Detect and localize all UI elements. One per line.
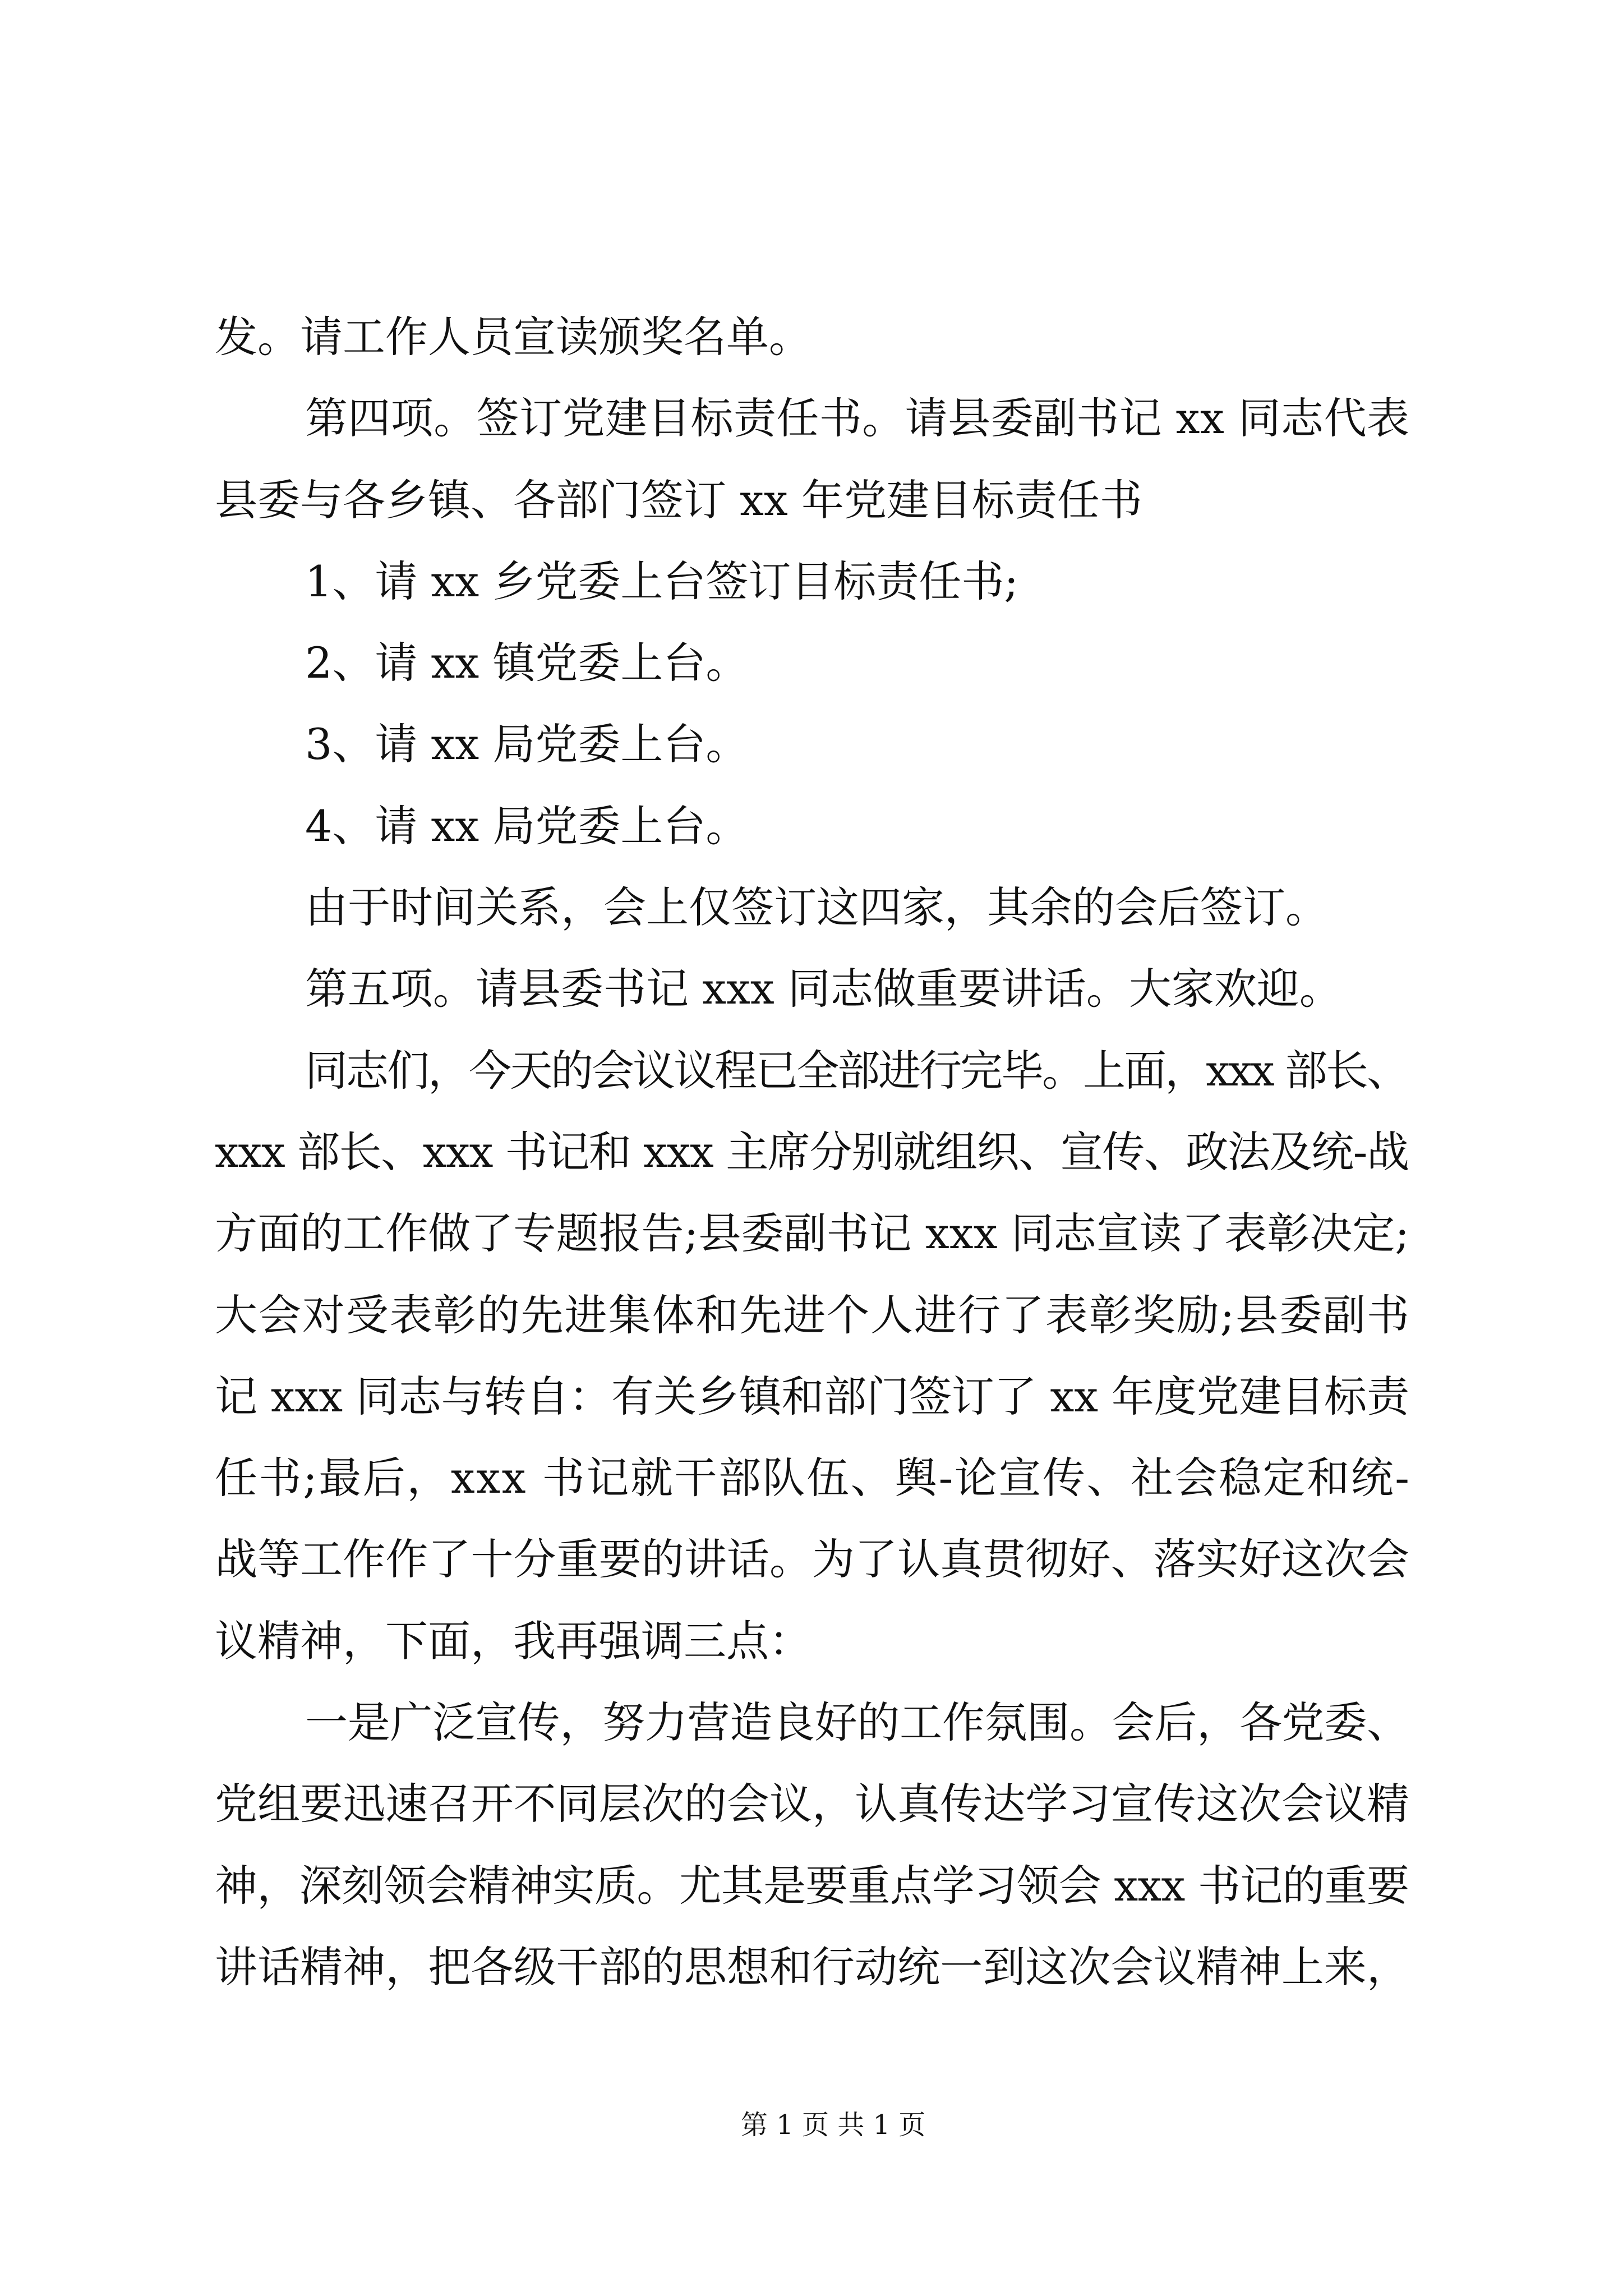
line-text: 战等工作作了十分重要的讲话。为了认真贯彻好、落实好这次会 [215, 1534, 1410, 1585]
line-text: 大会对受表彰的先进集体和先进个人进行了表彰奖励;县委副书 [215, 1290, 1410, 1340]
line-text: 任书;最后，xxx 书记就干部队伍、舆-论宣传、社会稳定和统- [215, 1453, 1411, 1503]
paragraph [215, 867, 1409, 948]
line-text: 一是广泛宣传，努力营造良好的工作氛围。会后，各党委、 [305, 1697, 1409, 1748]
text-line [215, 1926, 1409, 2008]
text-line [215, 1274, 1409, 1356]
paragraph [215, 1030, 1409, 1682]
text-line [215, 1682, 1409, 1763]
paragraph [215, 378, 1409, 541]
text-line [215, 1356, 1409, 1437]
line-text: 县委与各乡镇、各部门签订 xx 年党建目标责任书 [215, 475, 1143, 525]
line-text: 由于时间关系，会上仅签订这四家，其余的会后签订。 [305, 882, 1328, 933]
line-text: xxx 部长、xxx 书记和 xxx 主席分别就组织、宣传、政法及统-战 [215, 1126, 1409, 1177]
text-line [215, 296, 1409, 378]
text-line [215, 1437, 1409, 1519]
text-line [215, 622, 1409, 703]
text-line [215, 1193, 1409, 1274]
paragraph [215, 785, 1409, 867]
text-line [215, 1519, 1409, 1600]
paragraph [215, 622, 1409, 703]
line-text: 讲话精神，把各级干部的思想和行动统一到这次会议精神上来， [215, 1941, 1410, 1992]
page-footer: 第 1 页 共 1 页 [741, 2109, 926, 2141]
line-text: 1、请 xx 乡党委上台签订目标责任书; [305, 556, 1018, 606]
line-text: 同志们，今天的会议议程已全部进行完毕。上面，xxx 部长、 [305, 1045, 1408, 1096]
text-line [215, 1845, 1409, 1926]
text-line [215, 459, 1409, 541]
paragraph [215, 703, 1409, 785]
line-text: 4、请 xx 局党委上台。 [305, 800, 749, 851]
text-line [215, 785, 1409, 867]
text-line [215, 1111, 1409, 1193]
document-body [215, 296, 1409, 2008]
line-text: 神，深刻领会精神实质。尤其是要重点学习领会 xxx 书记的重要 [215, 1860, 1409, 1911]
paragraph [215, 296, 1409, 378]
text-line [215, 1763, 1409, 1844]
text-line [215, 867, 1409, 948]
line-text: 党组要迅速召开不同层次的会议，认真传达学习宣传这次会议精 [215, 1779, 1410, 1829]
line-text: 记 xxx 同志与转自：有关乡镇和部门签订了 xx 年度党建目标责 [215, 1371, 1409, 1421]
line-text: 议精神，下面，我再强调三点： [215, 1616, 811, 1666]
line-text: 2、请 xx 镇党委上台。 [305, 638, 749, 688]
text-line [215, 1030, 1409, 1111]
text-line [215, 378, 1409, 459]
text-line [215, 948, 1409, 1029]
text-line [215, 541, 1409, 622]
line-text: 第五项。请县委书记 xxx 同志做重要讲话。大家欢迎。 [305, 964, 1342, 1014]
paragraph [215, 541, 1409, 622]
line-text: 3、请 xx 局党委上台。 [305, 719, 749, 770]
paragraph [215, 1682, 1409, 2008]
paragraph [215, 948, 1409, 1029]
line-text: 第四项。签订党建目标责任书。请县委副书记 xx 同志代表 [305, 393, 1410, 444]
line-text: 发。请工作人员宣读颁奖名单。 [215, 312, 811, 362]
text-line [215, 1600, 1409, 1682]
line-text: 方面的工作做了专题报告;县委副书记 xxx 同志宣读了表彰决定; [215, 1208, 1410, 1259]
text-line [215, 703, 1409, 785]
